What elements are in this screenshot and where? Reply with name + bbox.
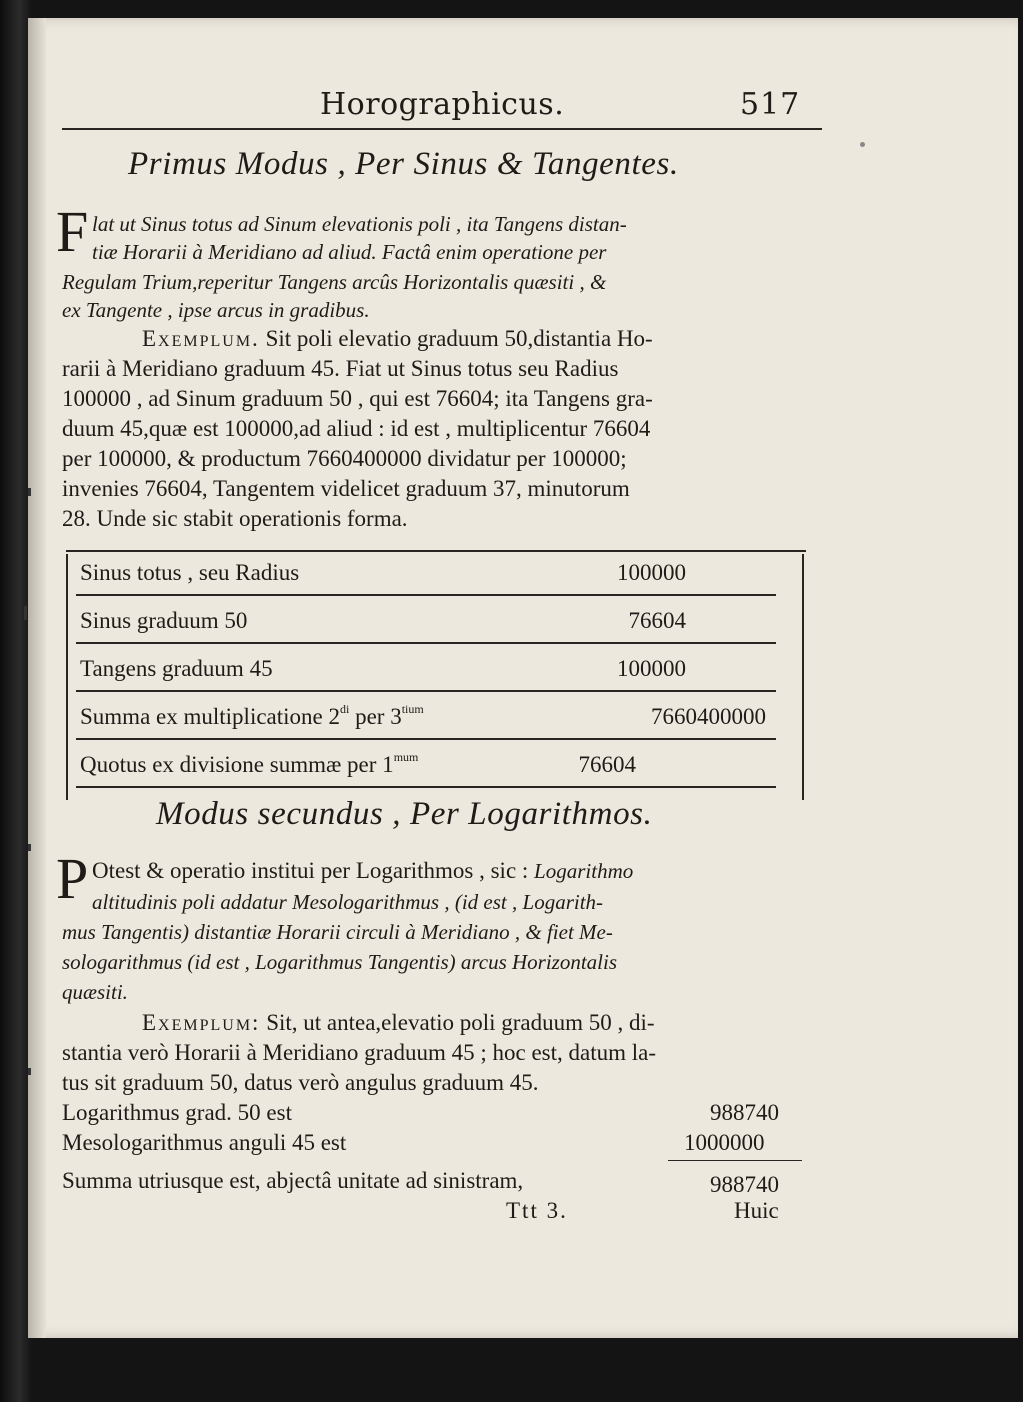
header-rule [62,128,822,130]
table-row-value: 100000 [617,560,686,585]
section1-line-3: Regulam Trium,reperitur Tangens arcûs Horizontalis quæsiti , & [62,270,607,294]
superscript: di [340,702,350,716]
section1-example-line-5: per 100000, & productum 7660400000 dividatur per 100000; [62,446,627,471]
table-row [76,746,776,788]
section2-dropcap: P [56,846,89,911]
paper-dot [860,142,865,147]
calc-row-1-value: 988740 [710,1100,779,1125]
section1-example-line-6: invenies 76604, Tangentem videlicet graduum 37, minutorum [62,476,630,501]
section2-example-label: Exemplum: [142,1010,261,1035]
section2-heading: Modus secundus , Per Logarithmos. [156,796,653,832]
section1-example-label: Exemplum. [142,326,260,351]
section1-example-text-1: Sit poli elevatio graduum 50,distantia Ho- [259,326,653,351]
margin-speck [28,844,31,851]
section1-example-line-2: rarii à Meridiano graduum 45. Fiat ut Sinus totus seu Radius [62,356,619,381]
section1-line-2: tiæ Horarii à Meridiano ad aliud. Factâ enim operatione per [92,240,607,264]
section2-line-5: quæsiti. [62,980,128,1004]
table-row [76,698,776,740]
book-page [28,18,1018,1338]
calc-row-2-value: 1000000 [684,1130,765,1155]
table-top-rule [66,550,806,552]
superscript: tium [401,702,424,716]
calc-row-3-value: 988740 [710,1172,779,1197]
section1-line-4: ex Tangente , ipse arcus in gradibus. [62,298,370,322]
table-row-label-text: Quotus ex divisione summæ per 1 [80,752,394,777]
section1-dropcap: F [56,199,89,264]
section1-example-line-1 [142,326,653,352]
section2-example-line-2: stantia verò Horarii à Meridiano graduum 45 ; hoc est, datum la- [62,1040,656,1065]
operation-table [66,544,806,804]
margin-speck [24,606,27,620]
table-row-label [80,704,424,730]
table-row-label: Tangens graduum 45 [80,656,273,681]
table-row-value: 7660400000 [651,704,766,729]
table-row-label-text: Summa ex multiplicatione 2 [80,704,340,729]
section2-line-2: altitudinis poli addatur Mesologarithmus , (id est , Logarith- [92,890,604,914]
section2-example-text-1: Sit, ut antea,elevatio poli graduum 50 , di- [260,1010,655,1035]
table-row-value: 76604 [628,608,686,633]
catchword: Huic [734,1198,779,1223]
table-row-value: 76604 [578,752,636,777]
superscript: mum [393,750,419,764]
margin-speck [28,1068,31,1075]
calc-row-1-label: Logarithmus grad. 50 est [62,1100,292,1125]
page-gutter [28,18,46,1338]
section2-line-4: sologarithmus (id est , Logarithmus Tangentis) arcus Horizontalis [62,950,618,974]
section2-example-line-3: tus sit graduum 50, datus verò angulus graduum 45. [62,1070,539,1095]
section2-example-line-1 [142,1010,655,1036]
calc-row-3-label: Summa utriusque est, abjectâ unitate ad sinistram, [62,1168,524,1193]
section2-line-3: mus Tangentis) distantiæ Horarii circuli à Meridiano , & fiet Me- [62,920,613,944]
signature-mark: Ttt 3. [506,1198,568,1223]
table-row [76,650,776,692]
table-row-label-text: per 3 [349,704,402,729]
table-row [76,602,776,644]
table-row-label: Sinus totus , seu Radius [80,560,300,585]
table-row-value: 100000 [617,656,686,681]
section1-heading: Primus Modus , Per Sinus & Tangentes. [128,146,679,182]
table-row-label: Sinus graduum 50 [80,608,248,633]
running-title: Horographicus. [320,87,565,122]
section1-example-line-7: 28. Unde sic stabit operationis forma. [62,506,408,531]
section2-line-1-roman: Otest & operatio institui per Logarithmos , sic : [92,858,535,883]
calc-row-2-label: Mesologarithmus anguli 45 est [62,1130,347,1155]
table-left-border [66,554,68,800]
section2-line-1 [92,858,633,884]
section1-example-line-3: 100000 , ad Sinum graduum 50 , qui est 76604; ita Tangens gra- [62,386,653,411]
page-number: 517 [740,87,801,122]
section2-line-1-italic: Logarithmo [534,859,634,883]
table-row [76,554,776,596]
sum-rule [668,1160,802,1161]
margin-speck [28,488,31,496]
table-row-label [80,752,418,778]
section1-line-1: lat ut Sinus totus ad Sinum elevationis poli , ita Tangens distan- [92,212,627,236]
table-right-border [802,554,804,800]
section1-example-line-4: duum 45,quæ est 100000,ad aliud : id est , multiplicentur 76604 [62,416,651,441]
